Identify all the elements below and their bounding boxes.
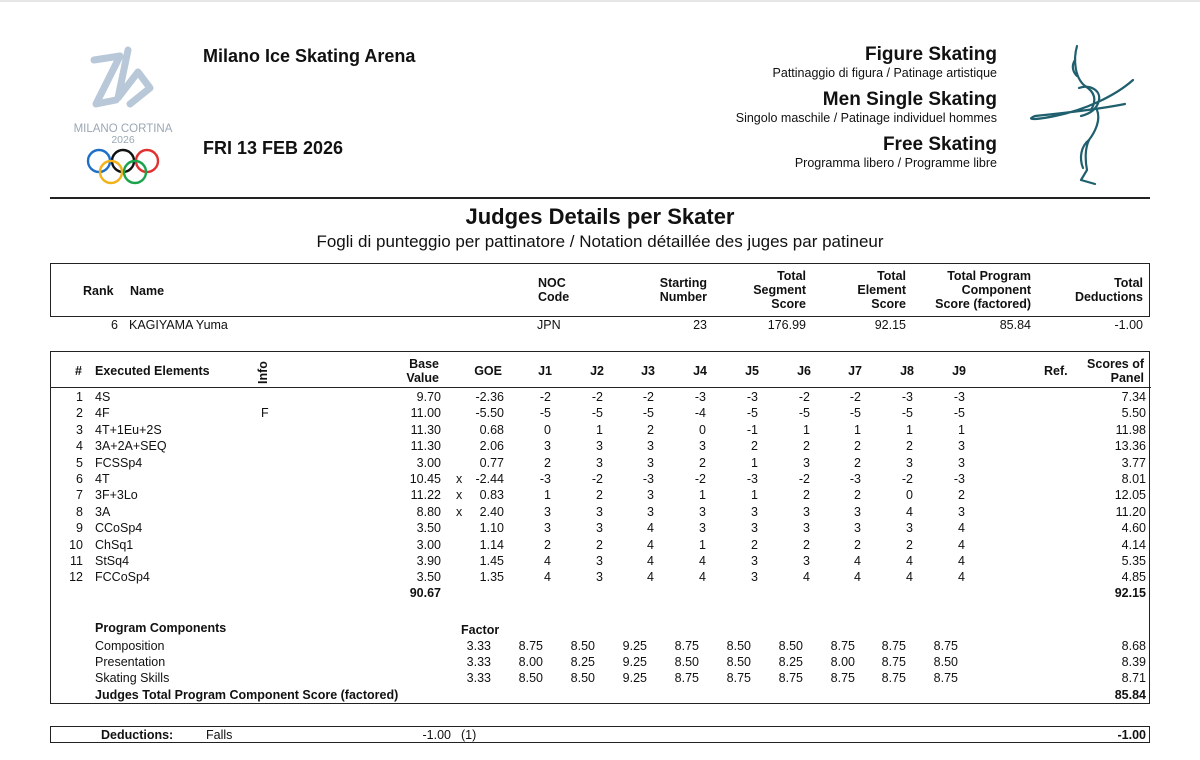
element-judge-6-score: -2 <box>798 390 810 404</box>
components-header-row <box>51 620 1151 636</box>
element-row <box>51 422 1151 438</box>
component-judge-2-score: 8.25 <box>570 655 595 670</box>
element-judge-3-score: 3 <box>647 488 654 503</box>
element-judge-9-score: 4 <box>958 570 965 585</box>
element-judge-8-score: 4 <box>906 554 913 568</box>
element-base-value: 11.30 <box>410 439 441 454</box>
col-starting-number: Starting Number <box>659 276 707 304</box>
component-judge-7-score: 8.75 <box>830 639 855 653</box>
document-title: Judges Details per Skater <box>465 204 735 229</box>
element-judge-7-score: 2 <box>854 455 861 470</box>
element-judge-1-score: 2 <box>544 455 551 470</box>
components-total: 85.84 <box>1114 688 1146 702</box>
component-judge-9-score: 8.50 <box>933 655 958 670</box>
element-judge-2-score: 1 <box>596 422 603 437</box>
element-number: 7 <box>76 488 83 503</box>
venue: Milano Ice Skating Arena <box>203 46 416 66</box>
component-judge-6-score: 8.25 <box>778 655 803 670</box>
event-subtitle: Singolo maschile / Patinage individuel hommes <box>735 111 997 125</box>
element-judge-6-score: -2 <box>798 472 810 486</box>
segment-name: Free Skating <box>882 134 997 155</box>
col-num: # <box>75 364 82 378</box>
col-judge-9: J9 <box>952 364 966 378</box>
component-judge-4-score: 8.50 <box>674 655 699 670</box>
element-judge-4-score: 4 <box>699 554 706 568</box>
element-row <box>51 569 1151 585</box>
deductions-total: -1.00 <box>1117 728 1146 742</box>
component-row <box>51 670 1151 686</box>
element-judge-2-score: -5 <box>591 406 603 421</box>
element-base-value: 3.00 <box>416 455 441 470</box>
component-factor: 3.33 <box>466 671 491 686</box>
document-subtitle: Fogli di punteggio per pattinatore / Notation détaillée des juges par patineur <box>316 232 884 251</box>
element-number: 1 <box>76 390 83 404</box>
element-judge-5-score: 1 <box>751 488 758 503</box>
element-judge-1-score: 4 <box>544 554 551 568</box>
element-base-value: 9.70 <box>416 390 441 404</box>
skater-name[interactable]: KAGIYAMA Yuma <box>129 318 228 332</box>
element-judge-2-score: 3 <box>596 439 603 454</box>
logo-text: MILANO CORTINA <box>73 123 173 135</box>
component-name: Skating Skills <box>95 671 170 686</box>
element-judge-2-score: 3 <box>596 570 603 585</box>
element-judge-7-score: 2 <box>854 439 861 454</box>
element-judge-9-score: 4 <box>958 521 965 536</box>
element-bonus-marker: x <box>456 472 463 486</box>
element-judge-1-score: 0 <box>544 422 551 437</box>
element-judge-4-score: 1 <box>699 488 706 503</box>
component-row <box>51 654 1151 670</box>
element-judge-4-score: -2 <box>694 472 706 486</box>
element-judge-6-score: 3 <box>803 521 810 536</box>
element-judge-8-score: -2 <box>901 472 913 486</box>
element-goe: 2.40 <box>479 504 504 519</box>
skater-total-element-score: 92.15 <box>874 318 906 332</box>
element-base-value: 11.00 <box>410 406 441 421</box>
component-judge-5-score: 8.50 <box>726 655 751 670</box>
element-judge-8-score: -5 <box>901 406 913 421</box>
element-judge-4-score: 4 <box>699 570 706 585</box>
element-name: CCoSp4 <box>95 521 143 536</box>
segment-block <box>795 134 997 171</box>
element-judge-8-score: 3 <box>906 521 913 536</box>
element-goe: 1.14 <box>479 537 504 552</box>
element-goe: -2.44 <box>475 472 504 486</box>
element-judge-1-score: 1 <box>544 488 551 503</box>
element-number: 3 <box>76 422 83 437</box>
element-name: 4S <box>95 390 111 404</box>
element-judge-1-score: 2 <box>544 537 551 552</box>
element-judge-2-score: 3 <box>596 554 603 568</box>
element-name: ChSq1 <box>95 537 134 552</box>
element-judge-8-score: 2 <box>906 537 913 552</box>
element-judge-1-score: 3 <box>544 439 551 454</box>
element-panel-score: 11.98 <box>1115 422 1146 437</box>
element-judge-5-score: 3 <box>751 504 758 519</box>
element-judge-4-score: -4 <box>694 406 706 421</box>
element-number: 10 <box>69 537 83 552</box>
element-bonus-marker: x <box>456 488 463 503</box>
col-base-value: Base Value <box>406 357 439 385</box>
col-name: Name <box>130 284 165 298</box>
element-goe: 0.83 <box>479 488 504 503</box>
element-judge-5-score: 3 <box>751 521 758 536</box>
element-judge-4-score: 3 <box>699 439 706 454</box>
element-judge-3-score: 3 <box>647 504 654 519</box>
element-goe: -2.36 <box>475 390 504 404</box>
col-judge-3: J3 <box>641 364 655 378</box>
element-judge-5-score: -1 <box>746 422 758 437</box>
deductions-row <box>51 727 1151 743</box>
component-name: Composition <box>95 639 165 653</box>
element-judge-2-score: -2 <box>591 472 603 486</box>
element-name: FCCoSp4 <box>95 570 150 585</box>
base-value-total: 90.67 <box>409 586 441 600</box>
element-number: 8 <box>76 504 83 519</box>
elements-header-divider <box>51 387 1151 388</box>
component-judge-6-score: 8.50 <box>778 639 803 653</box>
element-panel-score: 5.50 <box>1121 406 1146 421</box>
element-panel-score: 5.35 <box>1121 554 1146 568</box>
element-row <box>51 455 1151 471</box>
element-judge-2-score: 3 <box>596 521 603 536</box>
element-judge-1-score: 3 <box>544 504 551 519</box>
milano-cortina-logo <box>58 42 188 192</box>
element-judge-4-score: 3 <box>699 504 706 519</box>
element-judge-6-score: 2 <box>803 537 810 552</box>
element-base-value: 10.45 <box>409 472 441 486</box>
element-judge-9-score: 4 <box>958 554 965 568</box>
component-judge-3-score: 9.25 <box>622 655 647 670</box>
col-judge-1: J1 <box>538 364 552 378</box>
element-judge-7-score: -2 <box>849 390 861 404</box>
segment-subtitle: Programma libero / Programme libre <box>794 156 997 170</box>
element-name: 3F+3Lo <box>95 488 138 503</box>
element-judge-3-score: -2 <box>642 390 654 404</box>
element-judge-4-score: 0 <box>699 422 706 437</box>
component-judge-3-score: 9.25 <box>622 639 647 653</box>
element-judge-7-score: 4 <box>854 570 861 585</box>
element-judge-7-score: 2 <box>854 488 861 503</box>
element-panel-score: 3.77 <box>1121 455 1146 470</box>
element-row <box>51 553 1151 569</box>
col-scores-of-panel: Scores of Panel <box>1087 357 1144 385</box>
element-judge-9-score: 4 <box>958 537 965 552</box>
element-judge-5-score: 1 <box>751 455 758 470</box>
element-judge-4-score: 3 <box>699 521 706 536</box>
col-total-element-score: Total Element Score <box>857 269 906 311</box>
event-name: Men Single Skating <box>822 89 997 110</box>
element-judge-5-score: 3 <box>751 554 758 568</box>
element-judge-6-score: 3 <box>803 554 810 568</box>
element-number: 2 <box>76 406 83 421</box>
component-judge-1-score: 8.00 <box>518 655 543 670</box>
element-name: FCSSp4 <box>95 455 143 470</box>
element-judge-4-score: 1 <box>699 537 706 552</box>
element-judge-1-score: 4 <box>544 570 551 585</box>
element-goe: 1.10 <box>479 521 504 536</box>
element-number: 6 <box>76 472 83 486</box>
element-judge-4-score: -3 <box>694 390 706 404</box>
col-ref: Ref. <box>1044 364 1068 378</box>
element-row <box>51 471 1151 487</box>
element-judge-3-score: -3 <box>642 472 654 486</box>
component-judge-4-score: 8.75 <box>674 639 699 653</box>
element-judge-3-score: 4 <box>647 521 654 536</box>
skater-rank: 6 <box>111 318 118 332</box>
element-goe: -5.50 <box>475 406 504 421</box>
element-judge-6-score: -5 <box>798 406 810 421</box>
element-row <box>51 405 1151 421</box>
element-goe: 0.77 <box>479 455 504 470</box>
element-judge-9-score: 3 <box>958 439 965 454</box>
element-number: 9 <box>76 521 83 536</box>
component-judge-8-score: 8.75 <box>881 671 906 686</box>
element-judge-2-score: 2 <box>596 537 603 552</box>
element-base-value: 3.50 <box>416 570 441 585</box>
element-judge-8-score: -3 <box>901 390 913 404</box>
discipline-subtitle: Pattinaggio di figura / Patinage artistique <box>772 66 997 80</box>
element-judge-9-score: -3 <box>953 472 965 486</box>
component-judge-7-score: 8.00 <box>830 655 855 670</box>
elements-table <box>50 351 1150 704</box>
element-panel-score: 7.34 <box>1121 390 1146 404</box>
element-judge-5-score: -5 <box>746 406 758 421</box>
element-name: 3A <box>95 504 111 519</box>
element-name: 4T+1Eu+2S <box>95 422 162 437</box>
discipline-block <box>773 44 997 81</box>
element-judge-5-score: 2 <box>751 439 758 454</box>
component-judge-2-score: 8.50 <box>570 639 595 653</box>
component-judge-8-score: 8.75 <box>881 655 906 670</box>
component-judge-7-score: 8.75 <box>830 671 855 686</box>
col-judge-5: J5 <box>745 364 759 378</box>
skater-total-pcs: 85.84 <box>999 318 1031 332</box>
element-judge-2-score: 2 <box>596 488 603 503</box>
element-judge-7-score: 1 <box>854 422 861 437</box>
element-judge-8-score: 0 <box>906 488 913 503</box>
element-judge-3-score: 4 <box>647 537 654 552</box>
col-goe: GOE <box>474 364 502 378</box>
deduction-value: -1.00 <box>422 728 451 742</box>
element-judge-9-score: -3 <box>953 390 965 404</box>
element-panel-score: 4.85 <box>1121 570 1146 585</box>
element-judge-4-score: 2 <box>699 455 706 470</box>
col-info: Info <box>256 361 270 384</box>
element-judge-6-score: 3 <box>803 455 810 470</box>
element-judge-8-score: 4 <box>906 504 913 519</box>
col-total-pcs: Total Program Component Score (factored) <box>935 269 1031 311</box>
element-number: 11 <box>70 554 83 568</box>
component-factor: 3.33 <box>466 639 491 653</box>
col-total-segment-score: Total Segment Score <box>753 269 806 311</box>
element-judge-8-score: 3 <box>906 455 913 470</box>
component-judge-1-score: 8.75 <box>518 639 543 653</box>
element-judge-6-score: 2 <box>803 488 810 503</box>
discipline: Figure Skating <box>865 44 997 65</box>
element-judge-6-score: 1 <box>803 422 810 437</box>
element-judge-7-score: -5 <box>849 406 861 421</box>
component-judge-2-score: 8.50 <box>570 671 595 686</box>
element-judge-3-score: 3 <box>647 439 654 454</box>
element-goe: 1.45 <box>479 554 504 568</box>
deduction-type: Falls <box>206 728 233 742</box>
element-judge-9-score: 2 <box>958 488 965 503</box>
element-row <box>51 520 1151 536</box>
component-judge-4-score: 8.75 <box>674 671 699 686</box>
col-judge-6: J6 <box>797 364 811 378</box>
element-judge-1-score: -2 <box>539 390 551 404</box>
element-goe: 0.68 <box>479 422 504 437</box>
col-judge-8: J8 <box>900 364 914 378</box>
component-judge-3-score: 9.25 <box>622 671 647 686</box>
element-number: 4 <box>76 439 83 454</box>
element-row <box>51 504 1151 520</box>
element-panel-score: 4.14 <box>1121 537 1146 552</box>
element-judge-3-score: 4 <box>647 570 654 585</box>
element-judge-7-score: 4 <box>854 554 861 568</box>
header-rule <box>50 197 1150 199</box>
element-base-value: 8.80 <box>416 504 441 519</box>
element-judge-6-score: 2 <box>803 439 810 454</box>
col-executed-elements: Executed Elements <box>95 364 210 378</box>
element-judge-9-score: 3 <box>958 504 965 519</box>
col-judge-7: J7 <box>848 364 862 378</box>
component-judge-9-score: 8.75 <box>933 639 958 653</box>
col-total-deductions: Total Deductions <box>1074 276 1143 304</box>
element-panel-score: 12.05 <box>1114 488 1146 503</box>
element-base-value: 3.50 <box>416 521 441 536</box>
element-bonus-marker: x <box>456 504 463 519</box>
element-goe: 2.06 <box>479 439 504 454</box>
element-judge-9-score: 3 <box>958 455 965 470</box>
element-judge-7-score: 3 <box>854 504 861 519</box>
panel-total: 92.15 <box>1114 586 1146 600</box>
element-row <box>51 389 1151 405</box>
figure-skating-pictogram-icon <box>1015 40 1145 190</box>
element-name: 4F <box>95 406 110 421</box>
element-judge-5-score: -3 <box>746 472 758 486</box>
col-judge-4: J4 <box>693 364 707 378</box>
element-base-value: 11.22 <box>410 488 441 503</box>
component-panel-score: 8.39 <box>1121 655 1146 670</box>
element-judge-2-score: 3 <box>596 504 603 519</box>
skater-starting-number: 23 <box>693 318 707 332</box>
element-row <box>51 487 1151 503</box>
skater-total-segment-score: 176.99 <box>767 318 806 332</box>
element-panel-score: 11.20 <box>1115 504 1146 519</box>
element-judge-8-score: 1 <box>906 422 913 437</box>
event-block <box>736 89 997 126</box>
factor-label: Factor <box>461 623 500 637</box>
element-judge-6-score: 3 <box>803 504 810 519</box>
element-goe: 1.35 <box>479 570 504 585</box>
component-judge-1-score: 8.50 <box>518 671 543 686</box>
col-judge-2: J2 <box>590 364 604 378</box>
element-panel-score: 4.60 <box>1121 521 1146 536</box>
elements-total-row <box>51 585 1151 601</box>
skater-noc: JPN <box>537 318 561 332</box>
element-name: StSq4 <box>95 554 130 568</box>
component-judge-5-score: 8.50 <box>726 639 751 653</box>
element-info: F <box>261 406 269 421</box>
element-panel-score: 13.36 <box>1114 439 1146 454</box>
element-judge-9-score: 1 <box>958 422 965 437</box>
element-judge-1-score: 3 <box>544 521 551 536</box>
element-row <box>51 438 1151 454</box>
element-judge-3-score: 2 <box>647 422 654 437</box>
component-judge-6-score: 8.75 <box>778 671 803 686</box>
deductions-label: Deductions: <box>101 728 174 742</box>
element-judge-2-score: 3 <box>596 455 603 470</box>
element-number: 5 <box>76 455 83 470</box>
deduction-count: (1) <box>461 728 477 742</box>
element-judge-7-score: -3 <box>849 472 861 486</box>
element-row <box>51 537 1151 553</box>
olympic-rings-icon <box>88 150 158 183</box>
element-judge-6-score: 4 <box>803 570 810 585</box>
component-judge-9-score: 8.75 <box>933 671 958 686</box>
component-judge-5-score: 8.75 <box>726 671 751 686</box>
element-panel-score: 8.01 <box>1121 472 1146 486</box>
element-name: 4T <box>95 472 110 486</box>
element-judge-1-score: -3 <box>539 472 551 486</box>
element-judge-3-score: 3 <box>647 455 654 470</box>
summary-header <box>50 263 1150 317</box>
component-judge-8-score: 8.75 <box>881 639 906 653</box>
element-judge-2-score: -2 <box>591 390 603 404</box>
element-judge-3-score: 4 <box>647 554 654 568</box>
deductions-box <box>50 726 1150 743</box>
element-base-value: 11.30 <box>410 422 441 437</box>
element-judge-5-score: -3 <box>746 390 758 404</box>
components-title: Program Components <box>95 621 227 635</box>
event-date: FRI 13 FEB 2026 <box>203 138 344 158</box>
element-judge-8-score: 2 <box>906 439 913 454</box>
element-judge-7-score: 3 <box>854 521 861 536</box>
col-rank: Rank <box>83 284 114 298</box>
component-factor: 3.33 <box>466 655 491 670</box>
element-judge-3-score: -5 <box>642 406 654 421</box>
col-noc: NOC Code <box>538 276 570 304</box>
skater-total-deductions: -1.00 <box>1114 318 1143 332</box>
top-rule <box>0 0 1200 2</box>
component-name: Presentation <box>95 655 166 670</box>
component-row <box>51 638 1151 654</box>
element-number: 12 <box>69 570 83 585</box>
element-judge-9-score: -5 <box>953 406 965 421</box>
components-total-row <box>51 687 1151 703</box>
element-judge-5-score: 2 <box>751 537 758 552</box>
element-judge-8-score: 4 <box>906 570 913 585</box>
element-base-value: 3.90 <box>416 554 441 568</box>
component-panel-score: 8.68 <box>1121 639 1146 653</box>
element-name: 3A+2A+SEQ <box>95 439 167 454</box>
element-base-value: 3.00 <box>416 537 441 552</box>
components-total-label: Judges Total Program Component Score (factored) <box>95 688 399 702</box>
component-panel-score: 8.71 <box>1121 671 1146 686</box>
logo-year: 2026 <box>111 134 135 146</box>
element-judge-1-score: -5 <box>539 406 551 421</box>
element-judge-7-score: 2 <box>854 537 861 552</box>
element-judge-5-score: 3 <box>751 570 758 585</box>
